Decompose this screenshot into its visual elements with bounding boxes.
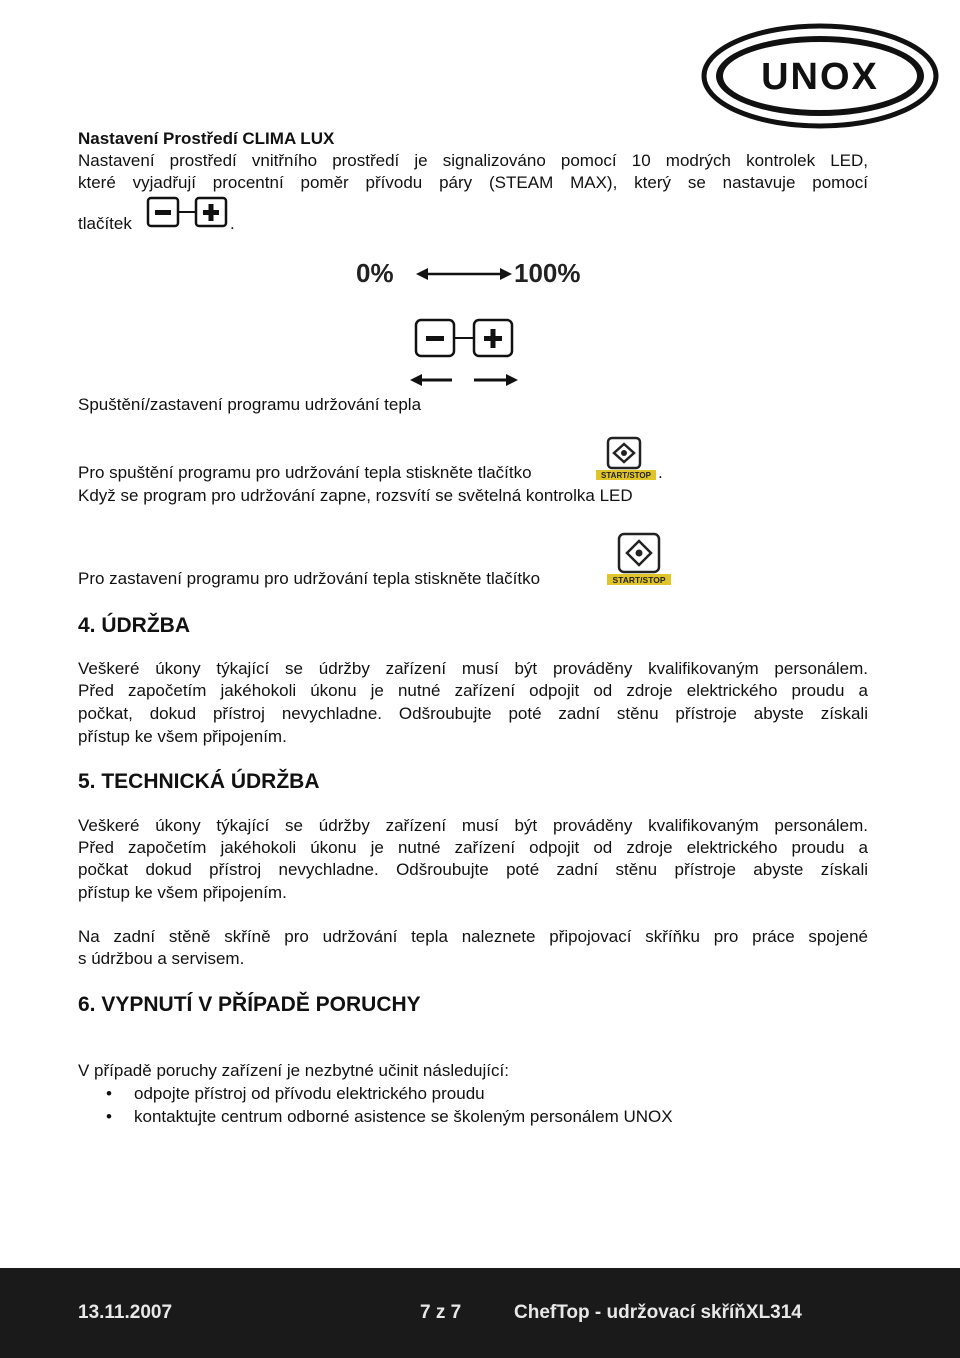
double-arrow-icon bbox=[416, 264, 512, 284]
keep-warm-start-suffix: . bbox=[658, 463, 663, 482]
section-5-line-3: počkat dokud přístroj nevychladne. Odšroubujte poté zadní stěnu přístroje abyste získali bbox=[78, 860, 868, 879]
section-4-line-3: počkat, dokud přístroj nevychladne. Odšroubujte poté zadní stěnu přístroje abyste získali bbox=[78, 704, 868, 723]
keep-warm-led-text: Když se program pro udržování zapne, rozsvítí se světelná kontrolka LED bbox=[78, 486, 633, 505]
percent-min-label: 0% bbox=[356, 258, 394, 288]
section-5-line-1: Veškeré úkony týkající se údržby zařízení musí být prováděny kvalifikovaným personálem. bbox=[78, 816, 868, 835]
footer-document-title: ChefTop - udržovací skříňXL314 bbox=[514, 1302, 802, 1323]
footer-date: 13.11.2007 bbox=[78, 1302, 173, 1323]
section-5-title: 5. TECHNICKÁ ÚDRŽBA bbox=[78, 770, 320, 793]
section-4-title: 4. ÚDRŽBA bbox=[78, 614, 191, 637]
section-5-para2-line-2: s údržbou a servisem. bbox=[78, 949, 245, 968]
start-stop-icon-2 bbox=[605, 532, 673, 588]
clima-line-3-suffix: . bbox=[230, 214, 235, 233]
clima-line-3-prefix: tlačítek bbox=[78, 214, 132, 233]
minus-plus-buttons-inline bbox=[146, 196, 230, 232]
section-5-line-2: Před započetím jakéhokoli úkonu je nutné zařízení odpojit od zdroje elektrického proudu a bbox=[78, 838, 868, 857]
list-item: • kontaktujte centrum odborné asistence se školeným personálem UNOX bbox=[78, 1106, 673, 1129]
section-4-line-1: Veškeré úkony týkající se údržby zařízení musí být prováděny kvalifikovaným personálem. bbox=[78, 659, 868, 678]
start-stop-icon bbox=[594, 436, 658, 484]
percent-max-label: 100% bbox=[514, 258, 581, 288]
start-stop-label-2: START/STOP bbox=[612, 575, 666, 585]
section-5-line-4: přístup ke všem připojením. bbox=[78, 883, 287, 902]
logo-text: UNOX bbox=[761, 56, 879, 98]
start-stop-label: START/STOP bbox=[601, 471, 651, 480]
section-6-title: 6. VYPNUTÍ V PŘÍPADĚ PORUCHY bbox=[78, 993, 421, 1016]
clima-title: Nastavení Prostředí CLIMA LUX bbox=[78, 129, 335, 148]
clima-line-1: Nastavení prostředí vnitřního prostředí je signalizováno pomocí 10 modrých kontrolek LED, bbox=[78, 151, 868, 170]
footer-page-number: 7 z 7 bbox=[420, 1302, 462, 1323]
clima-line-2: které vyjadřují procentní poměr přívodu páry (STEAM MAX), který se nastavuje pomocí bbox=[78, 173, 868, 192]
section-6-intro: V případě poruchy zařízení je nezbytné učinit následující: bbox=[78, 1061, 509, 1080]
list-item: • odpojte přístroj od přívodu elektrického proudu bbox=[78, 1083, 673, 1106]
section-5-para2-line-1: Na zadní stěně skříně pro udržování tepla naleznete připojovací skříňku pro práce spojené bbox=[78, 927, 868, 946]
section-4-line-2: Před započetím jakéhokoli úkonu je nutné zařízení odpojit od zdroje elektrického proudu a bbox=[78, 681, 868, 700]
section-6-bullet-list bbox=[78, 1083, 673, 1129]
keep-warm-stop-text: Pro zastavení programu pro udržování tepla stiskněte tlačítko bbox=[78, 569, 541, 588]
keep-warm-title: Spuštění/zastavení programu udržování tepla bbox=[78, 395, 422, 414]
page-footer bbox=[0, 1268, 960, 1358]
keep-warm-start-text: Pro spuštění programu pro udržování tepla stiskněte tlačítko bbox=[78, 463, 532, 482]
minus-plus-buttons-diagram bbox=[408, 316, 520, 392]
section-4-line-4: přístup ke všem připojením. bbox=[78, 727, 287, 746]
unox-logo bbox=[700, 22, 940, 130]
